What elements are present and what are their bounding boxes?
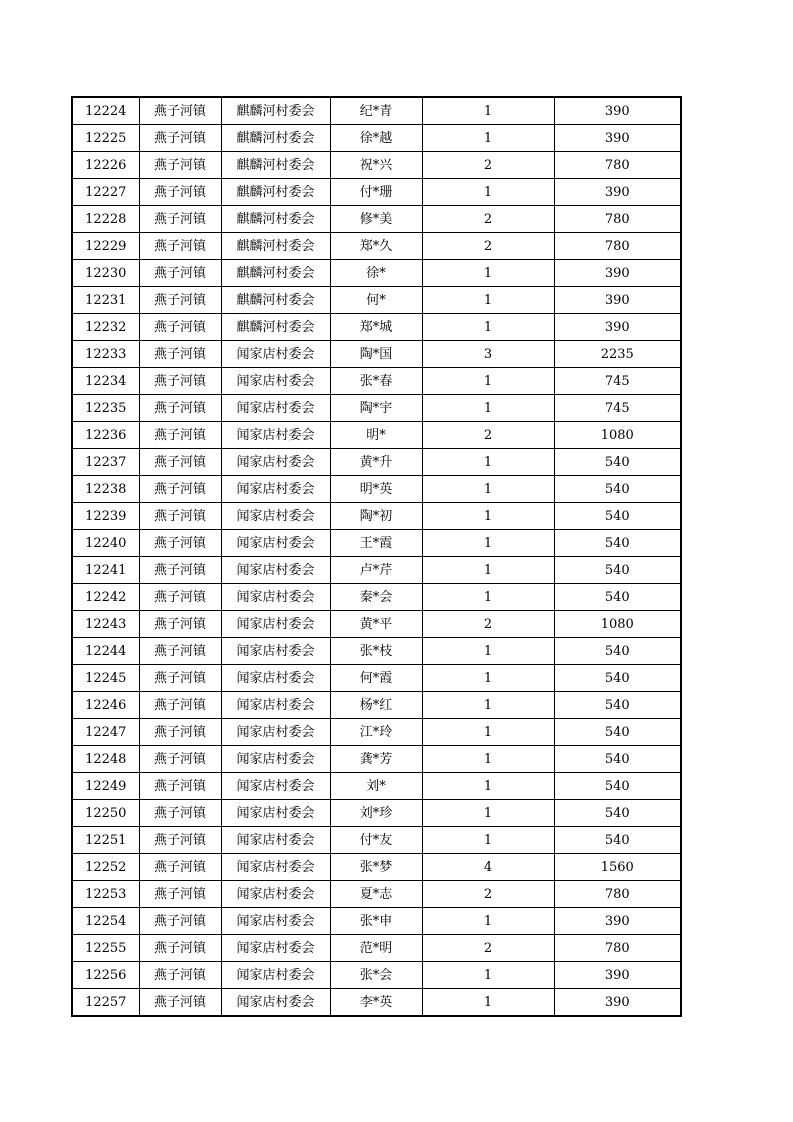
- village-committee-cell: 闻家店村委会: [221, 989, 330, 1017]
- amount-cell: 390: [554, 97, 681, 125]
- town-cell: 燕子河镇: [139, 962, 221, 989]
- town-cell: 燕子河镇: [139, 260, 221, 287]
- table-row: [72, 152, 681, 179]
- table-row: [72, 773, 681, 800]
- household-count-cell: 1: [422, 125, 554, 152]
- village-committee-cell: 麒麟河村委会: [221, 206, 330, 233]
- town-cell: 燕子河镇: [139, 422, 221, 449]
- name-cell: 何*: [330, 287, 422, 314]
- table-row: [72, 692, 681, 719]
- amount-cell: 540: [554, 449, 681, 476]
- village-committee-cell: 闻家店村委会: [221, 395, 330, 422]
- serial-number-cell: 12237: [72, 449, 139, 476]
- town-cell: 燕子河镇: [139, 935, 221, 962]
- village-committee-cell: 闻家店村委会: [221, 854, 330, 881]
- village-committee-cell: 闻家店村委会: [221, 881, 330, 908]
- household-count-cell: 1: [422, 989, 554, 1017]
- amount-cell: 540: [554, 827, 681, 854]
- name-cell: 刘*珍: [330, 800, 422, 827]
- amount-cell: 540: [554, 476, 681, 503]
- amount-cell: 1080: [554, 422, 681, 449]
- name-cell: 秦*会: [330, 584, 422, 611]
- table-row: [72, 287, 681, 314]
- table-row: [72, 989, 681, 1017]
- name-cell: 陶*宇: [330, 395, 422, 422]
- name-cell: 祝*兴: [330, 152, 422, 179]
- village-committee-cell: 闻家店村委会: [221, 638, 330, 665]
- serial-number-cell: 12253: [72, 881, 139, 908]
- town-cell: 燕子河镇: [139, 152, 221, 179]
- serial-number-cell: 12225: [72, 125, 139, 152]
- serial-number-cell: 12229: [72, 233, 139, 260]
- amount-cell: 390: [554, 908, 681, 935]
- village-committee-cell: 闻家店村委会: [221, 719, 330, 746]
- table-row: [72, 962, 681, 989]
- town-cell: 燕子河镇: [139, 692, 221, 719]
- name-cell: 徐*: [330, 260, 422, 287]
- serial-number-cell: 12245: [72, 665, 139, 692]
- table-row: [72, 449, 681, 476]
- village-committee-cell: 麒麟河村委会: [221, 260, 330, 287]
- amount-cell: 780: [554, 881, 681, 908]
- table-row: [72, 908, 681, 935]
- name-cell: 明*: [330, 422, 422, 449]
- amount-cell: 745: [554, 395, 681, 422]
- village-committee-cell: 闻家店村委会: [221, 368, 330, 395]
- town-cell: 燕子河镇: [139, 665, 221, 692]
- village-committee-cell: 麒麟河村委会: [221, 97, 330, 125]
- serial-number-cell: 12226: [72, 152, 139, 179]
- name-cell: 郑*城: [330, 314, 422, 341]
- household-count-cell: 4: [422, 854, 554, 881]
- village-committee-cell: 麒麟河村委会: [221, 314, 330, 341]
- town-cell: 燕子河镇: [139, 800, 221, 827]
- household-count-cell: 1: [422, 449, 554, 476]
- household-count-cell: 1: [422, 557, 554, 584]
- table-row: [72, 746, 681, 773]
- serial-number-cell: 12230: [72, 260, 139, 287]
- town-cell: 燕子河镇: [139, 773, 221, 800]
- household-count-cell: 2: [422, 611, 554, 638]
- table-row: [72, 97, 681, 125]
- household-count-cell: 1: [422, 395, 554, 422]
- household-count-cell: 1: [422, 908, 554, 935]
- village-committee-cell: 闻家店村委会: [221, 746, 330, 773]
- household-count-cell: 2: [422, 206, 554, 233]
- name-cell: 付*友: [330, 827, 422, 854]
- name-cell: 范*明: [330, 935, 422, 962]
- village-committee-cell: 闻家店村委会: [221, 665, 330, 692]
- household-count-cell: 1: [422, 530, 554, 557]
- amount-cell: 390: [554, 962, 681, 989]
- table-row: [72, 260, 681, 287]
- table-row: [72, 881, 681, 908]
- table-row: [72, 557, 681, 584]
- name-cell: 黄*平: [330, 611, 422, 638]
- amount-cell: 1560: [554, 854, 681, 881]
- serial-number-cell: 12246: [72, 692, 139, 719]
- household-count-cell: 1: [422, 773, 554, 800]
- table-row: [72, 233, 681, 260]
- household-count-cell: 1: [422, 503, 554, 530]
- town-cell: 燕子河镇: [139, 557, 221, 584]
- town-cell: 燕子河镇: [139, 530, 221, 557]
- household-count-cell: 2: [422, 422, 554, 449]
- town-cell: 燕子河镇: [139, 719, 221, 746]
- town-cell: 燕子河镇: [139, 287, 221, 314]
- town-cell: 燕子河镇: [139, 233, 221, 260]
- amount-cell: 540: [554, 692, 681, 719]
- amount-cell: 390: [554, 125, 681, 152]
- table-row: [72, 665, 681, 692]
- town-cell: 燕子河镇: [139, 97, 221, 125]
- table-row: [72, 854, 681, 881]
- amount-cell: 540: [554, 773, 681, 800]
- serial-number-cell: 12256: [72, 962, 139, 989]
- name-cell: 修*美: [330, 206, 422, 233]
- town-cell: 燕子河镇: [139, 395, 221, 422]
- village-committee-cell: 闻家店村委会: [221, 773, 330, 800]
- household-count-cell: 1: [422, 287, 554, 314]
- town-cell: 燕子河镇: [139, 989, 221, 1017]
- village-committee-cell: 闻家店村委会: [221, 584, 330, 611]
- household-count-cell: 1: [422, 962, 554, 989]
- serial-number-cell: 12255: [72, 935, 139, 962]
- household-count-cell: 2: [422, 152, 554, 179]
- village-committee-cell: 麒麟河村委会: [221, 152, 330, 179]
- town-cell: 燕子河镇: [139, 206, 221, 233]
- name-cell: 张*枝: [330, 638, 422, 665]
- amount-cell: 540: [554, 503, 681, 530]
- serial-number-cell: 12233: [72, 341, 139, 368]
- household-count-cell: 1: [422, 827, 554, 854]
- village-committee-cell: 麒麟河村委会: [221, 125, 330, 152]
- amount-cell: 2235: [554, 341, 681, 368]
- table-row: [72, 206, 681, 233]
- table-row: [72, 314, 681, 341]
- serial-number-cell: 12248: [72, 746, 139, 773]
- village-committee-cell: 闻家店村委会: [221, 341, 330, 368]
- amount-cell: 390: [554, 179, 681, 206]
- table-row: [72, 719, 681, 746]
- village-committee-cell: 闻家店村委会: [221, 530, 330, 557]
- village-committee-cell: 闻家店村委会: [221, 422, 330, 449]
- name-cell: 明*英: [330, 476, 422, 503]
- household-count-cell: 1: [422, 746, 554, 773]
- amount-cell: 540: [554, 719, 681, 746]
- name-cell: 黄*升: [330, 449, 422, 476]
- town-cell: 燕子河镇: [139, 476, 221, 503]
- name-cell: 张*会: [330, 962, 422, 989]
- name-cell: 付*珊: [330, 179, 422, 206]
- serial-number-cell: 12235: [72, 395, 139, 422]
- household-count-cell: 1: [422, 476, 554, 503]
- data-table: [71, 96, 682, 1017]
- amount-cell: 745: [554, 368, 681, 395]
- name-cell: 李*英: [330, 989, 422, 1017]
- town-cell: 燕子河镇: [139, 584, 221, 611]
- town-cell: 燕子河镇: [139, 854, 221, 881]
- village-committee-cell: 闻家店村委会: [221, 908, 330, 935]
- amount-cell: 540: [554, 638, 681, 665]
- household-count-cell: 1: [422, 179, 554, 206]
- name-cell: 夏*志: [330, 881, 422, 908]
- serial-number-cell: 12227: [72, 179, 139, 206]
- amount-cell: 1080: [554, 611, 681, 638]
- amount-cell: 780: [554, 206, 681, 233]
- household-count-cell: 1: [422, 665, 554, 692]
- household-count-cell: 2: [422, 935, 554, 962]
- household-count-cell: 1: [422, 584, 554, 611]
- amount-cell: 390: [554, 314, 681, 341]
- village-committee-cell: 闻家店村委会: [221, 827, 330, 854]
- table-row: [72, 503, 681, 530]
- amount-cell: 390: [554, 989, 681, 1017]
- amount-cell: 540: [554, 584, 681, 611]
- name-cell: 张*申: [330, 908, 422, 935]
- village-committee-cell: 闻家店村委会: [221, 503, 330, 530]
- household-count-cell: 1: [422, 368, 554, 395]
- amount-cell: 390: [554, 287, 681, 314]
- serial-number-cell: 12244: [72, 638, 139, 665]
- table-row: [72, 368, 681, 395]
- town-cell: 燕子河镇: [139, 314, 221, 341]
- village-committee-cell: 闻家店村委会: [221, 935, 330, 962]
- name-cell: 张*梦: [330, 854, 422, 881]
- village-committee-cell: 闻家店村委会: [221, 962, 330, 989]
- name-cell: 刘*: [330, 773, 422, 800]
- village-committee-cell: 闻家店村委会: [221, 557, 330, 584]
- name-cell: 卢*芹: [330, 557, 422, 584]
- village-committee-cell: 闻家店村委会: [221, 476, 330, 503]
- serial-number-cell: 12243: [72, 611, 139, 638]
- serial-number-cell: 12250: [72, 800, 139, 827]
- table-row: [72, 422, 681, 449]
- serial-number-cell: 12232: [72, 314, 139, 341]
- name-cell: 徐*越: [330, 125, 422, 152]
- serial-number-cell: 12234: [72, 368, 139, 395]
- amount-cell: 540: [554, 665, 681, 692]
- household-count-cell: 2: [422, 233, 554, 260]
- village-committee-cell: 麒麟河村委会: [221, 287, 330, 314]
- table-body: [72, 97, 681, 1016]
- table-row: [72, 638, 681, 665]
- serial-number-cell: 12239: [72, 503, 139, 530]
- serial-number-cell: 12257: [72, 989, 139, 1017]
- name-cell: 杨*红: [330, 692, 422, 719]
- name-cell: 何*霞: [330, 665, 422, 692]
- serial-number-cell: 12241: [72, 557, 139, 584]
- serial-number-cell: 12249: [72, 773, 139, 800]
- amount-cell: 540: [554, 800, 681, 827]
- table-row: [72, 800, 681, 827]
- table-row: [72, 584, 681, 611]
- serial-number-cell: 12242: [72, 584, 139, 611]
- household-count-cell: 3: [422, 341, 554, 368]
- serial-number-cell: 12231: [72, 287, 139, 314]
- village-committee-cell: 闻家店村委会: [221, 449, 330, 476]
- amount-cell: 540: [554, 557, 681, 584]
- amount-cell: 780: [554, 233, 681, 260]
- town-cell: 燕子河镇: [139, 449, 221, 476]
- amount-cell: 390: [554, 260, 681, 287]
- household-count-cell: 1: [422, 97, 554, 125]
- town-cell: 燕子河镇: [139, 638, 221, 665]
- town-cell: 燕子河镇: [139, 179, 221, 206]
- village-committee-cell: 闻家店村委会: [221, 611, 330, 638]
- table-row: [72, 935, 681, 962]
- table-row: [72, 341, 681, 368]
- name-cell: 王*霞: [330, 530, 422, 557]
- town-cell: 燕子河镇: [139, 881, 221, 908]
- household-count-cell: 1: [422, 692, 554, 719]
- name-cell: 陶*初: [330, 503, 422, 530]
- amount-cell: 540: [554, 530, 681, 557]
- serial-number-cell: 12224: [72, 97, 139, 125]
- name-cell: 陶*国: [330, 341, 422, 368]
- town-cell: 燕子河镇: [139, 908, 221, 935]
- serial-number-cell: 12254: [72, 908, 139, 935]
- table-row: [72, 179, 681, 206]
- table-row: [72, 827, 681, 854]
- town-cell: 燕子河镇: [139, 125, 221, 152]
- serial-number-cell: 12240: [72, 530, 139, 557]
- household-count-cell: 1: [422, 260, 554, 287]
- table-row: [72, 530, 681, 557]
- table-row: [72, 395, 681, 422]
- village-committee-cell: 闻家店村委会: [221, 800, 330, 827]
- table-row: [72, 476, 681, 503]
- town-cell: 燕子河镇: [139, 503, 221, 530]
- name-cell: 张*春: [330, 368, 422, 395]
- serial-number-cell: 12252: [72, 854, 139, 881]
- table-row: [72, 125, 681, 152]
- household-count-cell: 1: [422, 314, 554, 341]
- table-row: [72, 611, 681, 638]
- name-cell: 江*玲: [330, 719, 422, 746]
- town-cell: 燕子河镇: [139, 341, 221, 368]
- amount-cell: 780: [554, 935, 681, 962]
- village-committee-cell: 麒麟河村委会: [221, 233, 330, 260]
- amount-cell: 780: [554, 152, 681, 179]
- serial-number-cell: 12236: [72, 422, 139, 449]
- name-cell: 龚*芳: [330, 746, 422, 773]
- village-committee-cell: 闻家店村委会: [221, 692, 330, 719]
- serial-number-cell: 12251: [72, 827, 139, 854]
- village-committee-cell: 麒麟河村委会: [221, 179, 330, 206]
- name-cell: 郑*久: [330, 233, 422, 260]
- serial-number-cell: 12238: [72, 476, 139, 503]
- household-count-cell: 1: [422, 800, 554, 827]
- town-cell: 燕子河镇: [139, 368, 221, 395]
- household-count-cell: 1: [422, 638, 554, 665]
- name-cell: 纪*青: [330, 97, 422, 125]
- household-count-cell: 2: [422, 881, 554, 908]
- town-cell: 燕子河镇: [139, 611, 221, 638]
- serial-number-cell: 12228: [72, 206, 139, 233]
- town-cell: 燕子河镇: [139, 827, 221, 854]
- amount-cell: 540: [554, 746, 681, 773]
- serial-number-cell: 12247: [72, 719, 139, 746]
- town-cell: 燕子河镇: [139, 746, 221, 773]
- household-count-cell: 1: [422, 719, 554, 746]
